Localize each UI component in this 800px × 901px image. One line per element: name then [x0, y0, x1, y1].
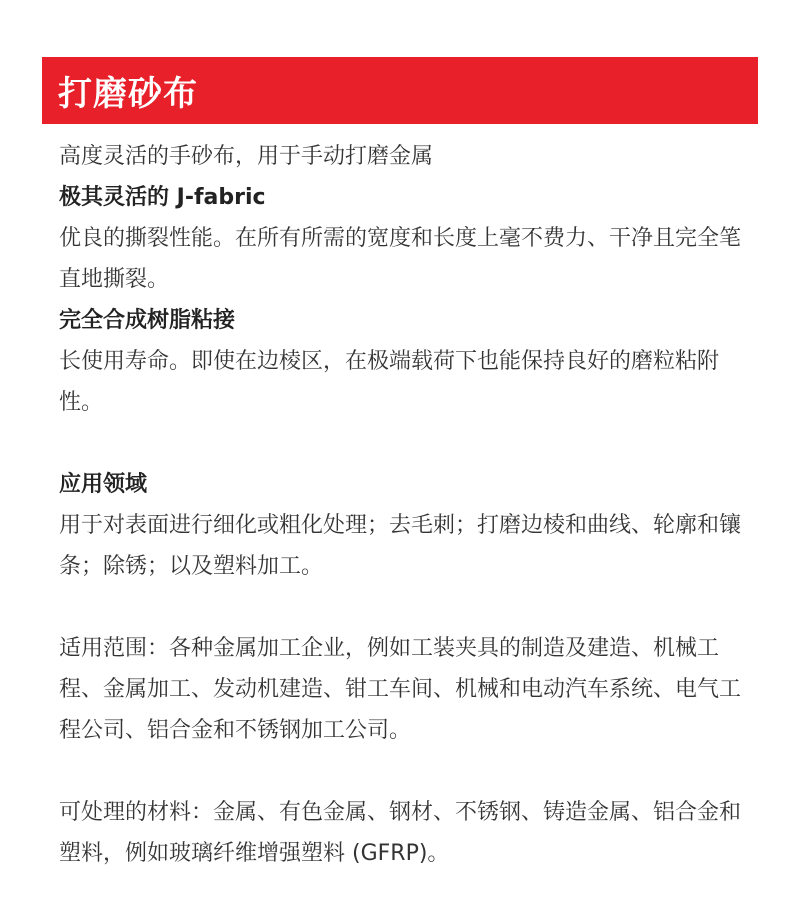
page-title: 打磨砂布	[58, 74, 198, 114]
feature-body-flexible: 优良的撕裂性能。在所有所需的宽度和长度上毫不费力、干净且完全笔直地撕裂。	[59, 226, 742, 292]
spacer	[59, 587, 759, 628]
intro-text: 高度灵活的手砂布，用于手动打磨金属	[59, 144, 434, 169]
applications-heading: 应用领域	[59, 472, 148, 497]
scope-body: 适用范围：各种金属加工企业，例如工装夹具的制造及建造、机械工程、金属加工、发动机建造、钳工车间、机械和电动汽车系统、电气工程公司、铝合金和不锈钢加工公司。	[59, 636, 742, 743]
product-description	[59, 136, 759, 874]
applications-body: 用于对表面进行细化或粗化处理；去毛刺；打磨边棱和曲线、轮廓和镶条；除锈；以及塑料加工。	[59, 513, 742, 579]
spacer	[59, 751, 759, 792]
spacer	[59, 423, 759, 464]
materials-body: 可处理的材料：金属、有色金属、钢材、不锈钢、铸造金属、铝合金和塑料，例如玻璃纤维增强塑料 (GFRP)。	[59, 800, 742, 866]
feature-body-resin: 长使用寿命。即使在边棱区，在极端载荷下也能保持良好的磨粒粘附性。	[59, 349, 720, 415]
title-banner	[42, 57, 758, 124]
feature-heading-resin: 完全合成树脂粘接	[59, 308, 236, 333]
feature-heading-flexible: 极其灵活的 J-fabric	[59, 185, 266, 210]
